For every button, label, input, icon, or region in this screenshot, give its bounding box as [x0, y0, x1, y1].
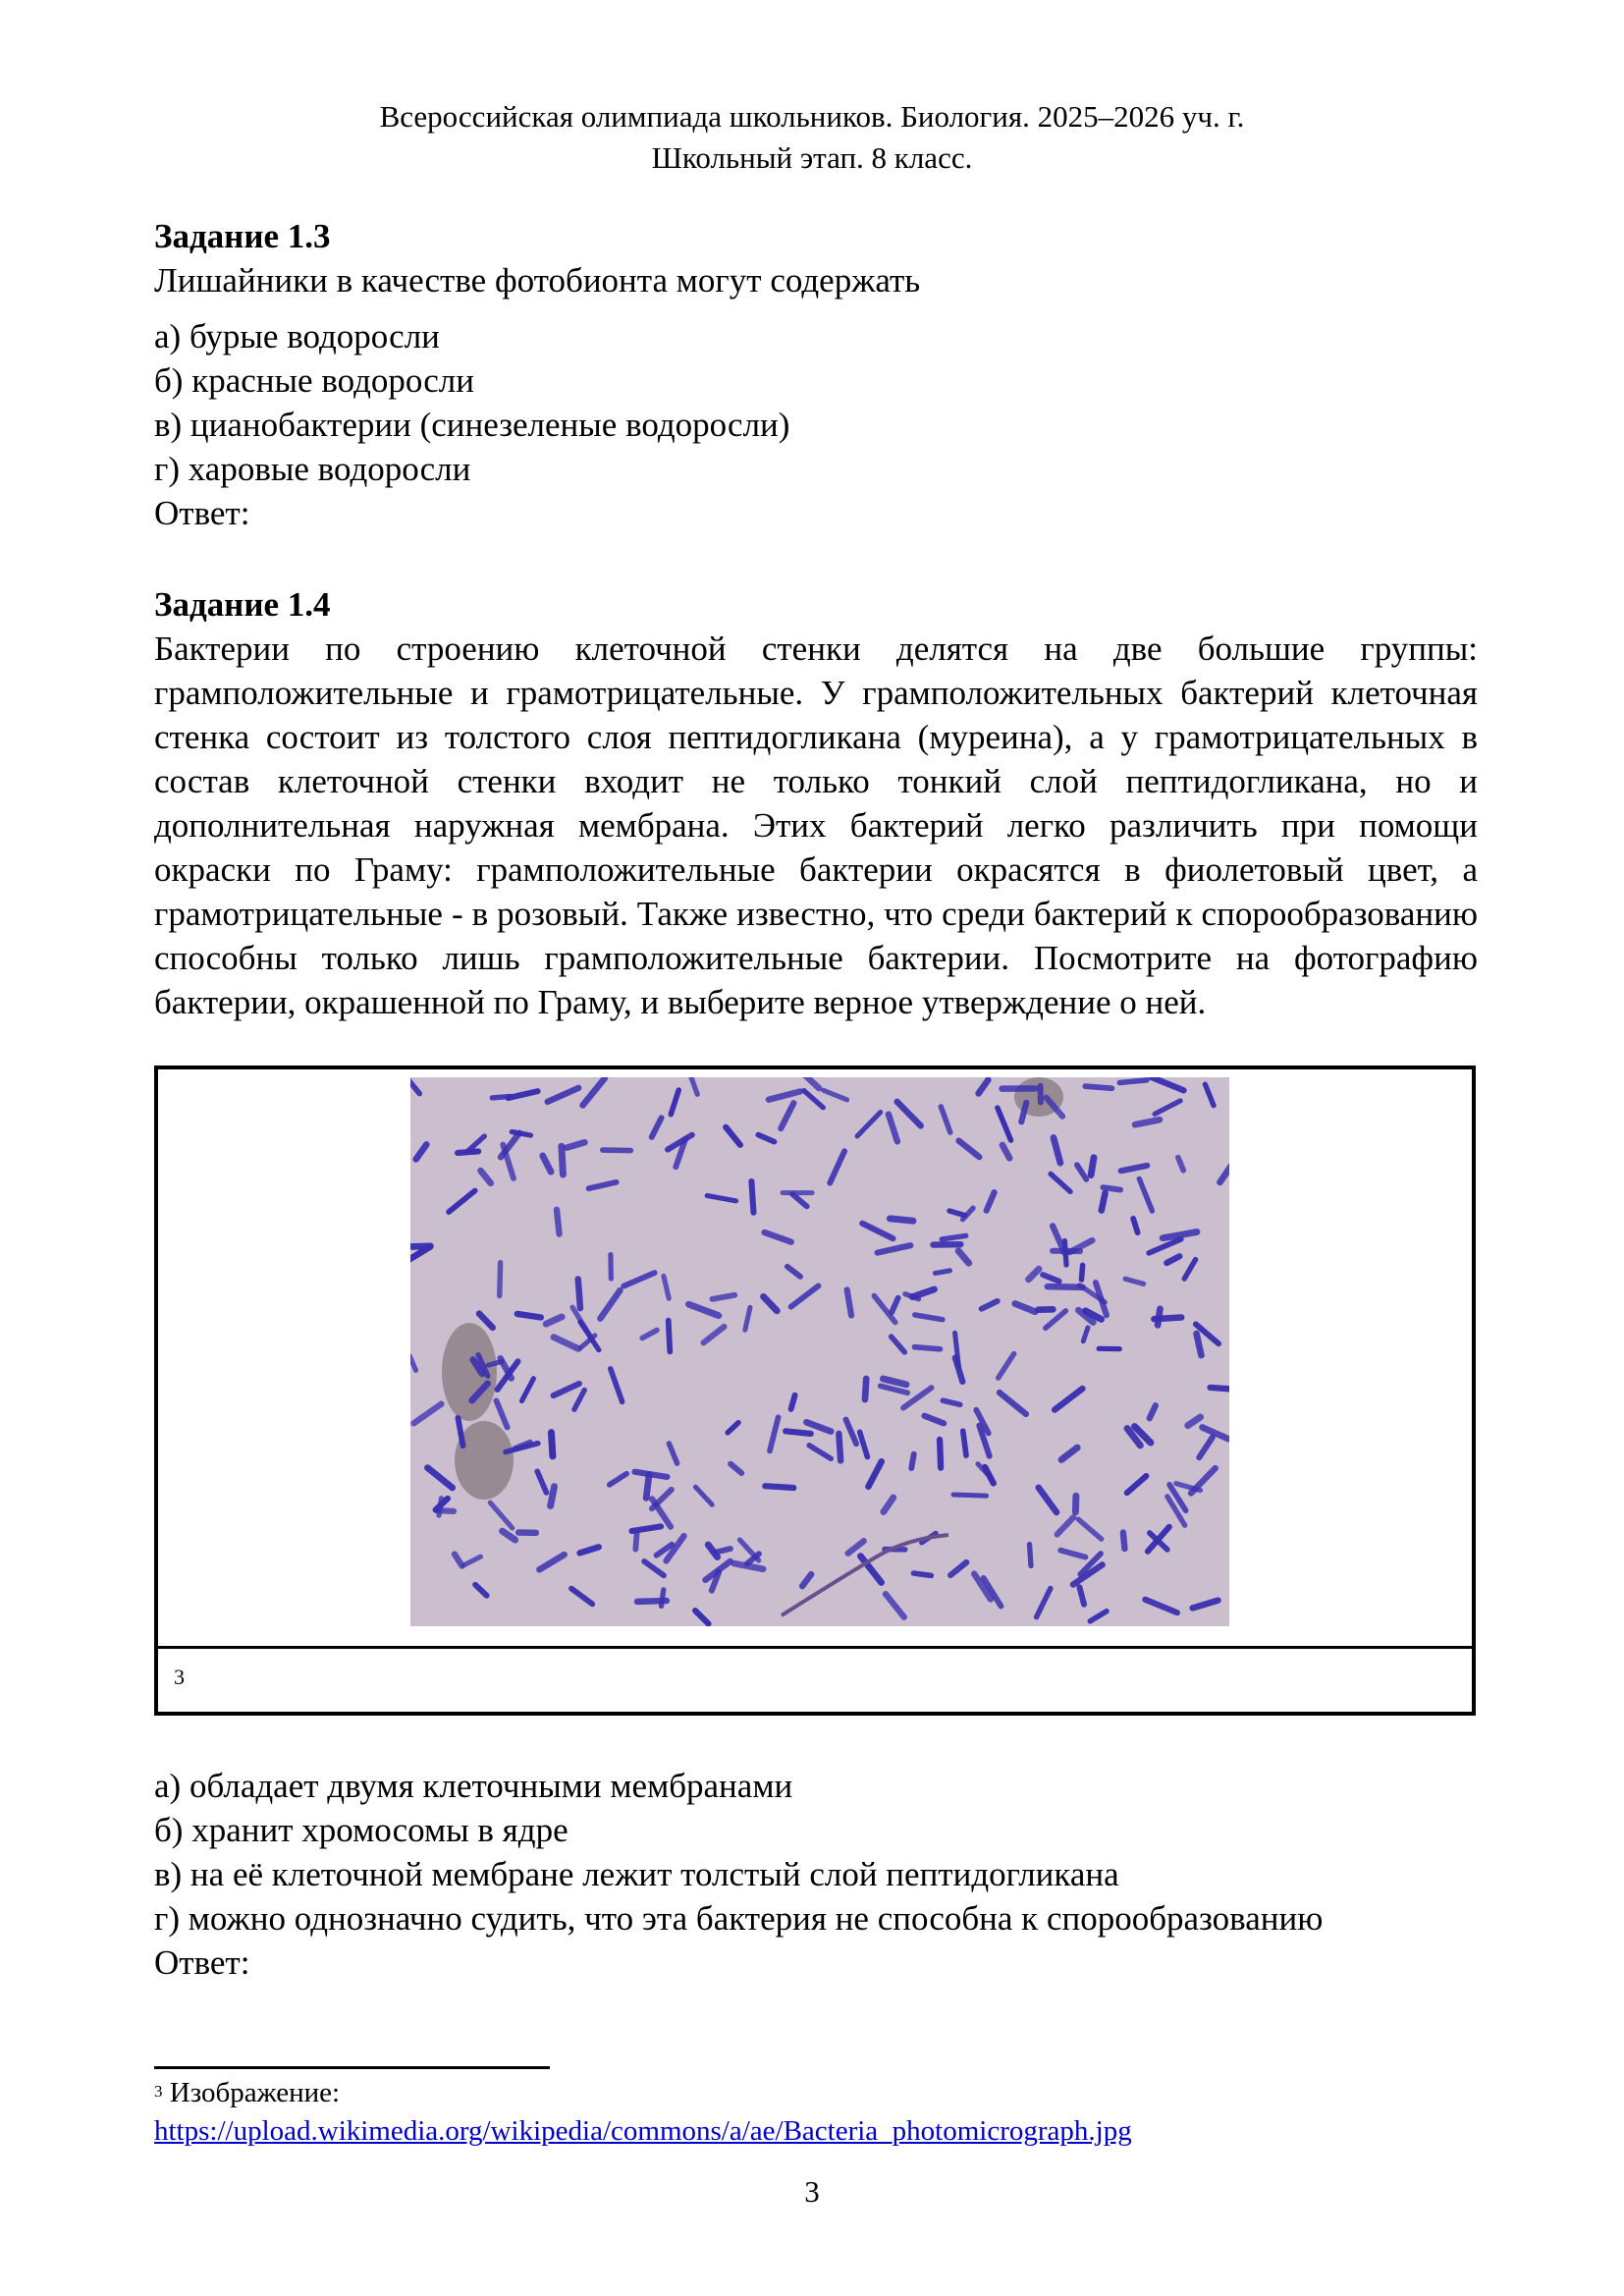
bacterium-rod	[517, 1314, 541, 1318]
bacterium-rod	[787, 1267, 800, 1277]
bacterium-rod	[1081, 1265, 1082, 1280]
bacterium-rod	[1091, 1158, 1094, 1175]
bacterium-rod	[481, 1171, 491, 1183]
bacterium-rod	[804, 1091, 824, 1108]
option-c: в) цианобактерии (синезеленые водоросли)	[154, 406, 790, 444]
bacterium-rod	[1188, 1417, 1201, 1426]
bacterium-rod	[940, 1440, 941, 1468]
bacterium-rod	[830, 1151, 844, 1182]
bacterium-rod	[416, 1144, 427, 1159]
bacterium-rod	[1199, 1438, 1213, 1457]
bacterium-rod	[562, 1146, 564, 1175]
bacterium-rod	[662, 1590, 664, 1606]
footnote-link[interactable]: https://upload.wikimedia.org/wikipedia/commons/a/ae/Bacteria_photomicrograph.jpg	[154, 2115, 1132, 2147]
bacterium-rod	[1055, 1389, 1082, 1410]
bacterium-rod	[862, 1224, 893, 1238]
bacterium-rod	[913, 1573, 931, 1575]
bacterium-rod	[792, 1194, 807, 1206]
bacterium-rod	[892, 1298, 897, 1313]
bacterium-rod	[646, 1475, 649, 1499]
bacterium-rod	[769, 1091, 800, 1099]
bacterium-rod	[958, 1251, 968, 1263]
figure-table	[154, 1066, 1476, 1716]
bacterium-rod	[884, 1498, 893, 1512]
bacterium-rod	[897, 1102, 921, 1125]
bacterium-rod	[758, 1135, 774, 1142]
bacterium-rod	[868, 1461, 881, 1486]
bacterium-rod	[734, 1563, 764, 1569]
bacterium-rod	[1139, 1178, 1152, 1211]
bacterium-rod	[610, 1474, 626, 1485]
bacterium-rod	[574, 1390, 584, 1409]
bacterium-rod	[889, 1115, 897, 1142]
bacterium-rod	[583, 1078, 605, 1105]
bacterium-rod	[1119, 1080, 1147, 1083]
task-1-3-title: Задание 1.3	[154, 217, 331, 255]
bacterium-rod	[1145, 1600, 1177, 1613]
task-1-3	[154, 214, 1478, 535]
bacterium-rod	[437, 1510, 454, 1511]
bacterium-rod	[548, 1088, 579, 1102]
bacterium-rod	[539, 1555, 564, 1569]
bacterium-rod	[1166, 1256, 1179, 1263]
task-1-4	[154, 582, 1478, 1024]
bacterium-rod	[623, 1273, 654, 1286]
bacterium-rod	[1061, 1448, 1077, 1459]
bacterium-rod	[512, 1132, 530, 1136]
bacterium-rod	[857, 1113, 881, 1136]
option-d: г) харовые водоросли	[154, 450, 471, 488]
bacterium-rod	[1205, 1084, 1214, 1105]
bacterium-rod	[551, 1433, 552, 1456]
bacterium-rod	[611, 1369, 623, 1401]
bacterium-rod	[770, 1417, 779, 1450]
bacteria-photomicrograph	[410, 1077, 1229, 1626]
bacterium-rod	[1037, 1588, 1051, 1616]
bacterium-rod	[915, 1315, 943, 1320]
bacterium-rod	[1077, 1165, 1086, 1179]
task-1-3-answer-label: Ответ:	[154, 494, 250, 532]
footnote-separator	[154, 2066, 550, 2069]
bacterium-rod	[886, 1594, 904, 1617]
task-1-4-options-block	[154, 1764, 1478, 1985]
bacterium-rod	[892, 1337, 905, 1352]
bacterium-rod	[455, 1555, 462, 1566]
bacterium-rod	[500, 1263, 501, 1296]
bacterium-rod	[959, 1141, 980, 1157]
bacterium-rod	[1184, 1260, 1195, 1280]
bacterium-rod	[704, 1327, 725, 1342]
bacterium-rod	[1197, 1334, 1202, 1355]
bacterium-rod	[521, 1379, 533, 1401]
bacterium-rod	[410, 1356, 416, 1371]
option-c: в) на её клеточной мембране лежит толстый слой пептидогликана	[154, 1855, 1119, 1893]
bacterium-rod	[953, 1495, 987, 1496]
footnote	[154, 2074, 1132, 2151]
bacterium-rod	[1015, 1303, 1035, 1311]
bacterium-rod	[764, 1296, 778, 1310]
bacterium-rod	[717, 1549, 731, 1552]
bacterium-rod	[1149, 1239, 1181, 1253]
bacterium-rod	[631, 1526, 661, 1531]
bacterium-rod	[999, 1354, 1014, 1379]
bacterium-rod	[963, 1431, 966, 1455]
option-a: а) бурые водоросли	[154, 317, 440, 355]
bacterium-rod	[1079, 1587, 1084, 1604]
bacterium-rod	[1083, 1328, 1088, 1341]
bacterium-rod	[688, 1077, 697, 1094]
bacterium-rod	[847, 1289, 851, 1315]
bacterium-rod	[860, 1432, 868, 1456]
bacterium-rod	[745, 1307, 750, 1330]
bacterium-rod	[865, 1379, 866, 1399]
bacterium-rod	[652, 1118, 662, 1137]
bacterium-rod	[955, 1358, 963, 1382]
figure-photo-cell	[158, 1069, 1472, 1649]
bacterium-rod	[688, 1304, 718, 1315]
header-line-1: Всероссийская олимпиада школьников. Биология. 2025–2026 уч. г.	[379, 99, 1245, 134]
bacterium-rod	[883, 1379, 905, 1385]
bacterium-rod	[731, 1464, 741, 1473]
bacterium-rod	[781, 1103, 793, 1128]
bacterium-rod	[1127, 1476, 1147, 1493]
bacterium-rod	[635, 1533, 636, 1549]
bacterium-rod	[998, 1108, 1011, 1140]
bacterium-rod	[410, 1080, 419, 1094]
bacterium-rod	[1193, 1601, 1218, 1609]
bacterium-rod	[941, 1107, 949, 1132]
bacterium-rod	[1211, 1388, 1229, 1390]
bacterium-rod	[580, 1547, 599, 1553]
bacterium-rod	[464, 1557, 481, 1565]
bacterium-rod	[644, 1561, 664, 1575]
bacterium-rod	[589, 1182, 617, 1188]
bacterium-rod	[537, 1471, 546, 1493]
option-b: б) красные водоросли	[154, 361, 475, 400]
bacterium-rod	[935, 1271, 949, 1274]
bacterium-rod	[943, 1400, 960, 1404]
bacterium-rod	[509, 1091, 538, 1098]
bacterium-rod	[1000, 1393, 1026, 1414]
bacterium-rod	[765, 1232, 791, 1242]
bacterium-rod	[543, 1156, 551, 1172]
bacterium-rod	[1102, 1193, 1106, 1211]
bacterium-rod	[979, 1080, 989, 1094]
bacterium-rod	[669, 1321, 671, 1352]
bacterium-rod	[708, 1545, 717, 1557]
bacterium-rod	[1060, 1551, 1085, 1558]
task-1-3-question: Лишайники в качестве фотобионта могут содержать	[154, 261, 921, 300]
bacterium-rod	[802, 1574, 811, 1586]
bacterium-rod	[1048, 1286, 1083, 1287]
task-1-4-answer-label: Ответ:	[154, 1943, 250, 1982]
bacterium-rod	[911, 1454, 913, 1468]
figure-caption-cell	[158, 1649, 1472, 1712]
bacterium-rod	[1057, 1517, 1074, 1534]
bacterium-rod	[982, 1301, 998, 1309]
footnote-reference: 3	[174, 1665, 185, 1689]
bacterium-rod	[890, 1219, 913, 1221]
bacterium-rod	[554, 1384, 579, 1395]
bacterium-rod	[1103, 1187, 1120, 1189]
bacterium-rod	[1125, 1279, 1144, 1284]
bacterium-rod	[726, 1127, 740, 1145]
bacterium-rod	[846, 1420, 857, 1445]
bacterium-rod	[985, 1467, 994, 1483]
footnote-number: 3	[154, 2082, 163, 2101]
bacterium-rod	[1046, 1311, 1066, 1328]
bacterium-rod	[1002, 1145, 1009, 1158]
bacterium-rod	[571, 1589, 592, 1605]
bacterium-rod	[449, 1190, 475, 1212]
bacterium-rod	[669, 1444, 677, 1463]
bacterium-rod	[479, 1314, 493, 1328]
bacterium-rod	[987, 1192, 995, 1211]
bacterium-rod	[728, 1423, 738, 1433]
bacterium-rod	[1123, 1533, 1125, 1549]
bacterium-rod	[634, 1472, 667, 1477]
bacterium-rod	[410, 1246, 430, 1247]
bacterium-rod	[695, 1487, 712, 1504]
page-header	[0, 96, 1624, 179]
bacterium-rod	[949, 1211, 965, 1216]
bacterium-rod	[557, 1210, 560, 1234]
bacterium-rod	[950, 1562, 966, 1575]
bacterium-rod	[1191, 1468, 1216, 1493]
bacterium-rod	[490, 1503, 512, 1528]
bacterium-rod	[1158, 1309, 1160, 1325]
option-d: г) можно однозначно судить, что эта бактерия не способна к спорообразованию	[154, 1899, 1324, 1938]
bacterium-rod	[839, 1434, 840, 1461]
bacteria-image	[410, 1077, 1229, 1626]
bacterium-rod	[848, 1541, 864, 1554]
footnote-label: Изображение:	[169, 2077, 341, 2108]
bacterium-rod	[712, 1295, 734, 1299]
bacterium-rod	[1090, 1612, 1107, 1621]
task-1-3-options	[154, 314, 1478, 491]
bacterium-rod	[1178, 1158, 1183, 1171]
bacterium-rod	[1029, 1269, 1040, 1280]
bacterium-rod	[1054, 1138, 1060, 1164]
bacterium-rod	[707, 1196, 735, 1201]
bacterium-rod	[914, 1347, 940, 1349]
bacterium-rod	[751, 1181, 753, 1213]
bacterium-rod	[1051, 1174, 1070, 1191]
bacterium-rod	[1043, 1275, 1059, 1282]
task-1-4-title: Задание 1.4	[154, 585, 331, 624]
bacterium-rod	[496, 1400, 507, 1427]
bacterium-rod	[1039, 1488, 1056, 1512]
bacterium-rod	[806, 1422, 831, 1431]
bacterium-rod	[642, 1330, 657, 1338]
page-number: 3	[804, 2174, 820, 2209]
bacterium-rod	[554, 1338, 578, 1349]
bacterium-rod	[475, 1585, 486, 1596]
bacterium-rod	[671, 1090, 678, 1115]
bacterium-rod	[600, 1290, 620, 1318]
bacterium-rod	[1155, 1101, 1180, 1114]
bacterium-rod	[791, 1395, 795, 1409]
bacterium-rod	[785, 1431, 811, 1434]
bacterium-rod	[1133, 1219, 1137, 1232]
bacterium-rod	[1219, 1157, 1229, 1182]
bacterium-rod	[413, 1404, 441, 1424]
bacterium-rod	[1150, 1405, 1156, 1418]
bacterium-rod	[878, 1245, 911, 1252]
bacterium-rod	[809, 1446, 831, 1459]
bacterium-rod	[925, 1416, 945, 1424]
bacterium-rod	[578, 1279, 580, 1308]
bacterium-rod	[546, 1317, 562, 1324]
bacterium-rod	[664, 1276, 669, 1298]
bacterium-rod	[503, 1531, 515, 1540]
bacterium-rod	[765, 1486, 793, 1488]
option-b: б) хранит хромосомы в ядре	[154, 1811, 568, 1849]
header-line-2: Школьный этап. 8 класс.	[651, 140, 973, 175]
bacterium-rod	[551, 1487, 555, 1506]
task-1-4-text: Бактерии по строению клеточной стенки делятся на две большие группы: грамположительные и грамотрицательные. У грамположительных бактерий клеточная стенка состоит из толстого слоя пептидогликана (муреина), а у грамотрицательных в состав клеточной стенки входит не только тонкий слой пептидогликана, но и дополнительная наружная мембрана. Этих бактерий легко различить при помощи окраски по Граму: грамположительные бактерии окрасятся в фиолетовый цвет, а грамотрицательные - в розовый. Также известно, что среди бактерий к спорообразованию способны только лишь грамположительные бактерии. Посмотрите на фотографию бактерии, окрашенной по Граму, и выберите верное утверждение о ней.	[154, 629, 1478, 1021]
bacterium-rod	[567, 1142, 584, 1147]
bacterium-rod	[695, 1611, 708, 1623]
bacterium-rod	[824, 1090, 847, 1100]
option-a: а) обладает двумя клеточными мембранами	[154, 1767, 793, 1805]
bacterium-rod	[1135, 1120, 1160, 1124]
bacterium-rod	[427, 1468, 452, 1488]
bacterium-rod	[1078, 1519, 1101, 1539]
bacterium-rod	[1152, 1077, 1183, 1090]
bacterium-rod	[797, 1077, 819, 1088]
bacterium-rod	[1030, 1545, 1031, 1566]
bacterium-rod	[572, 1307, 590, 1335]
bacterium-rod	[791, 1285, 819, 1306]
bacterium-rod	[942, 1235, 965, 1239]
bacterium-rod	[1121, 1166, 1148, 1171]
bacterium-rod	[1085, 1086, 1111, 1088]
